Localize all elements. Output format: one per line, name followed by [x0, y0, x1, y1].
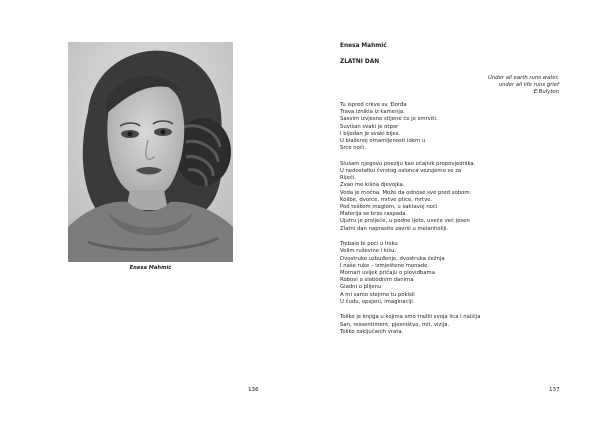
stanza	[340, 102, 570, 152]
poem-line: U blaženoj omamljenosti idem u	[340, 138, 426, 145]
stanza	[340, 314, 570, 336]
poem-line: Pod teškom maglom, u šaktavoj noći	[340, 204, 438, 211]
poem-line: Srce noći.	[340, 145, 366, 152]
poem-line: Ujutru je proljeće, u podne ljeto, uveče već jesen	[340, 218, 470, 225]
page-number-right: 137	[549, 387, 560, 393]
poem-line: Toliko zaključanih vrata.	[340, 328, 404, 335]
epigraph-line: Under all earth runs water,	[487, 75, 559, 81]
poem-line: Tu ispred crkve sv. Đorđa	[340, 102, 407, 108]
poem-line: Voda je moćna. Može da odnose sve pred sobom:	[340, 189, 472, 196]
stanza	[340, 161, 570, 233]
poem-line: Gladni o plijenu	[340, 284, 382, 291]
epigraph	[488, 75, 559, 97]
poem-line: U čudu, opsjeni, imaginaciji.	[340, 298, 415, 305]
epigraph-line: under all life runs grief	[498, 82, 559, 89]
poem-line: Dvostruko uzbuđenje, dvostruka čežnja	[340, 255, 445, 262]
poem-line: Kolibe, dvorce, mrtve ptice, mrtve.	[340, 196, 433, 203]
right-page	[300, 0, 600, 423]
poem-line: Trebalo bi poći u Irsku	[340, 241, 398, 248]
poem-line: U nedostatku čvrstog oslonca vezujemo se za	[340, 168, 462, 175]
photo-caption: Enesa Mahmić	[129, 265, 172, 271]
stanza	[340, 241, 570, 306]
poem-line: San, ressentiment, pjesništvo, mit, vizija.	[340, 321, 450, 328]
poem-line: Trava iznikla iz kamenja.	[340, 109, 405, 116]
author-portrait-photo	[68, 42, 233, 262]
poem-line: Volim ruševine i kišu.	[340, 248, 397, 255]
poem-line: Sasvim izvjesno stijene će je smrviti.	[340, 116, 438, 123]
poem-line: Slušam njegovu poeziju kao očajnik propovjednika.	[340, 160, 476, 167]
epigraph-attribution: E.Bulyton	[533, 89, 559, 96]
poem-line: Zvao me kišna djevojka.	[340, 182, 405, 189]
page-number-left: 136	[248, 387, 259, 393]
poem-line: Mornari uvijek pričaju o plovidbama	[340, 270, 435, 277]
poem-line: I naše ruke – izmještene monade.	[340, 262, 430, 269]
poem-author: Enesa Mahmić	[340, 43, 387, 49]
poem-line: A mi samo stojimo tu pokisli	[340, 291, 415, 298]
poem-line: Riječi.	[340, 175, 356, 182]
poem-title: ZLATNI DAN	[340, 59, 380, 65]
poem-line: Zlatni dan naprasito završi u melanholiji.	[340, 225, 449, 232]
poem-line: Toliko je knjiga u kojima smo tražili svoja lica i naličja	[340, 314, 481, 321]
poem-line: Robovi o slobodnim danima	[340, 277, 414, 284]
poem-line: Suvišan svaki je otpor	[340, 123, 399, 130]
poem-body	[340, 102, 570, 344]
poem-line: Materija se brzo raspada.	[340, 211, 408, 218]
poem-line: I bijedan je svaki bijes.	[340, 130, 401, 137]
